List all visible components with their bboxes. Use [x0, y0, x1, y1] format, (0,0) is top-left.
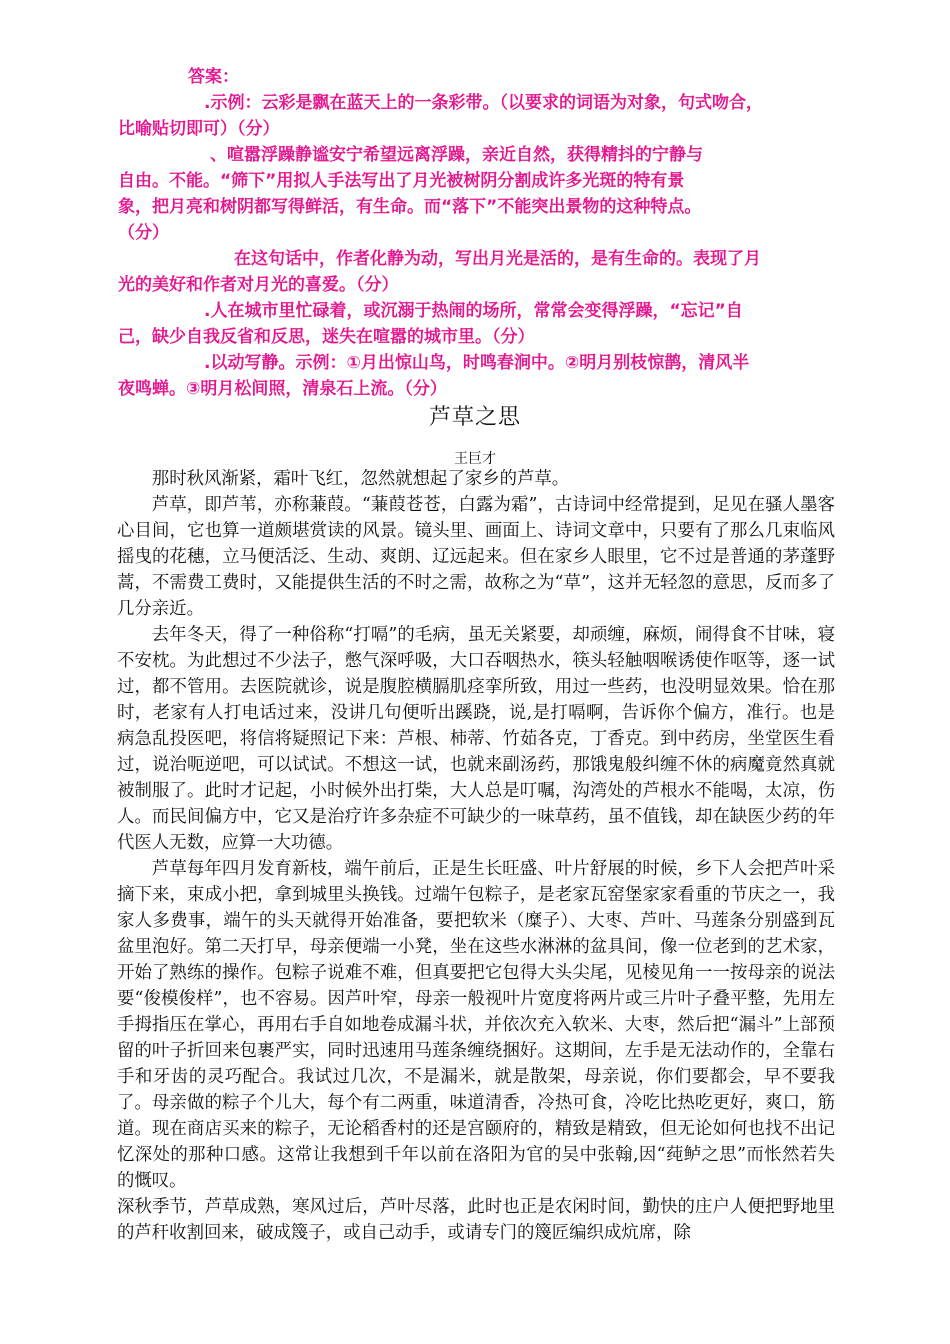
answer-line: .示例：云彩是飘在蓝天上的一条彩带。（以要求的词语为对象，句式吻合，	[204, 93, 763, 113]
answer-lines	[118, 90, 838, 402]
answer-line: （分）	[118, 223, 169, 243]
answer-line: 夜鸣蝉。③明月松间照，清泉石上流。（分）	[118, 379, 447, 399]
answer-line: .以动写静。示例：①月出惊山鸟，时鸣春涧中。②明月别枝惊鹊，清风半	[204, 353, 750, 373]
answer-line: .人在城市里忙碌着，或沉溺于热闹的场所，常常会变得浮躁，“忘记”自	[204, 301, 743, 321]
article-paragraph: 芦草，即芦苇，亦称蒹葭。“蒹葭苍苍，白露为霜”，古诗词中经常提到，足见在骚人墨客心目间，它也算一道颇堪赏读的风景。镜头里、画面上、诗词文章中，只要有了那么几束临风摇曳的花穗，立马便活泛、生动、爽朗、辽远起来。但在家乡人眼里，它不过是普通的茅蓬野蒿，不需费工费时，又能提供生活的不时之需，故称之为“草”，这并无轻忽的意思，反而多了几分亲近。	[117, 495, 835, 619]
answer-line: 比喻贴切即可）（分）	[118, 119, 280, 139]
answer-line: 自由。不能。“筛下”用拟人手法写出了月光被树阴分割成许多光斑的特有景	[118, 171, 685, 191]
article-paragraph: 深秋季节，芦草成熟，寒风过后，芦叶尽落，此时也正是农闲时间，勤快的庄户人便把野地里的芦秆收割回来，破成篾子，或自己动手，或请专门的篾匠编织成炕席，除	[117, 1197, 835, 1243]
answer-key	[118, 64, 838, 402]
article-author: 王巨才	[454, 451, 496, 467]
article-title: 芦草之思	[428, 405, 521, 430]
article-paragraph: 去年冬天，得了一种俗称“打嗝”的毛病，虽无关紧要，却顽缠，麻烦，闹得食不甘味，寝不安枕。为此想过不少法子，憋气深呼吸，大口吞咽热水，筷头轻触咽喉诱使作呕等，逐一试过，都不管用。去医院就诊，说是腹腔横膈肌痉挛所致，用过一些药，也没明显效果。恰在那时，老家有人打电话过来，没讲几句便听出蹊跷，说,是打嗝啊，告诉你个偏方，准行。也是病急乱投医吧，将信将疑照记下来：芦根、柿蒂、竹茹各克，丁香克。到中药房，坐堂医生看过，说治呃逆吧，可以试试。不想这一试，也就来副汤药，那饿鬼般纠缠不休的病魔竟然真就被制服了。此时才记起，小时候外出打柴，大人总是叮嘱，沟湾处的芦根水不能喝，太凉，伤人。而民间偏方中，它又是治疗许多杂症不可缺少的一味草药，虽不值钱，却在缺医少药的年代医人无数，应算一大功德。	[117, 625, 835, 853]
answer-line: 光的美好和作者对月光的喜爱。（分）	[118, 275, 399, 295]
article-paragraph: 芦草每年四月发育新枝，端午前后，正是生长旺盛、叶片舒展的时候，乡下人会把芦叶采摘下来，束成小把，拿到城里头换钱。过端午包粽子，是老家瓦窑堡家家看重的节庆之一，我家人多费事，端午的头天就得开始准备，要把软米（糜子）、大枣、芦叶、马莲条分别盛到瓦盆里泡好。第二天打早，母亲便端一小凳，坐在这些水淋淋的盆具间，像一位老到的艺术家，开始了熟练的操作。包粽子说难不难，但真要把它包得大头尖尾，见棱见角一一按母亲的说法要“俊模俊样”，也不容易。因芦叶窄，母亲一般视叶片宽度将两片或三片叶子叠平整，先用左手拇指压在掌心，再用右手自如地卷成漏斗状，并依次充入软米、大枣，然后把“漏斗”上部预留的叶子折回来包裹严实，同时迅速用马莲条缠绕捆好。这期间，左手是无法动作的，全靠右手和牙齿的灵巧配合。我试过几次，不是漏米，就是散架，母亲说，你们要都会，早不要我了。母亲做的粽子个儿大，每个有二两重，味道清香，冷热可食，冷吃比热吃更好，爽口，筋道。现在商店买来的粽子，无论稻香村的还是宫颐府的，精致是精致，但无论如何也找不出记忆深处的那种口感。这常让我想到千年以前在洛阳为官的吴中张翰,因“莼鲈之思”而怅然若失的慨叹。	[117, 859, 835, 1191]
article-paragraph: 那时秋风渐紧，霜叶飞红，忽然就想起了家乡的芦草。	[151, 469, 570, 489]
answer-line: 象，把月亮和树阴都写得鲜活，有生命。而“落下”不能突出景物的这种特点。	[118, 197, 702, 217]
answer-line: 在这句话中，作者化静为动，写出月光是活的，是有生命的。表现了月	[234, 249, 761, 269]
article-body	[117, 466, 835, 1246]
answer-line: 、喧嚣浮躁静谧安宁希望远离浮躁，亲近自然，获得精抖的宁静与	[210, 145, 703, 165]
answer-line: 己，缺少自我反省和反思，迷失在喧嚣的城市里。（分）	[118, 327, 535, 347]
answer-heading: 答案：	[188, 67, 239, 87]
